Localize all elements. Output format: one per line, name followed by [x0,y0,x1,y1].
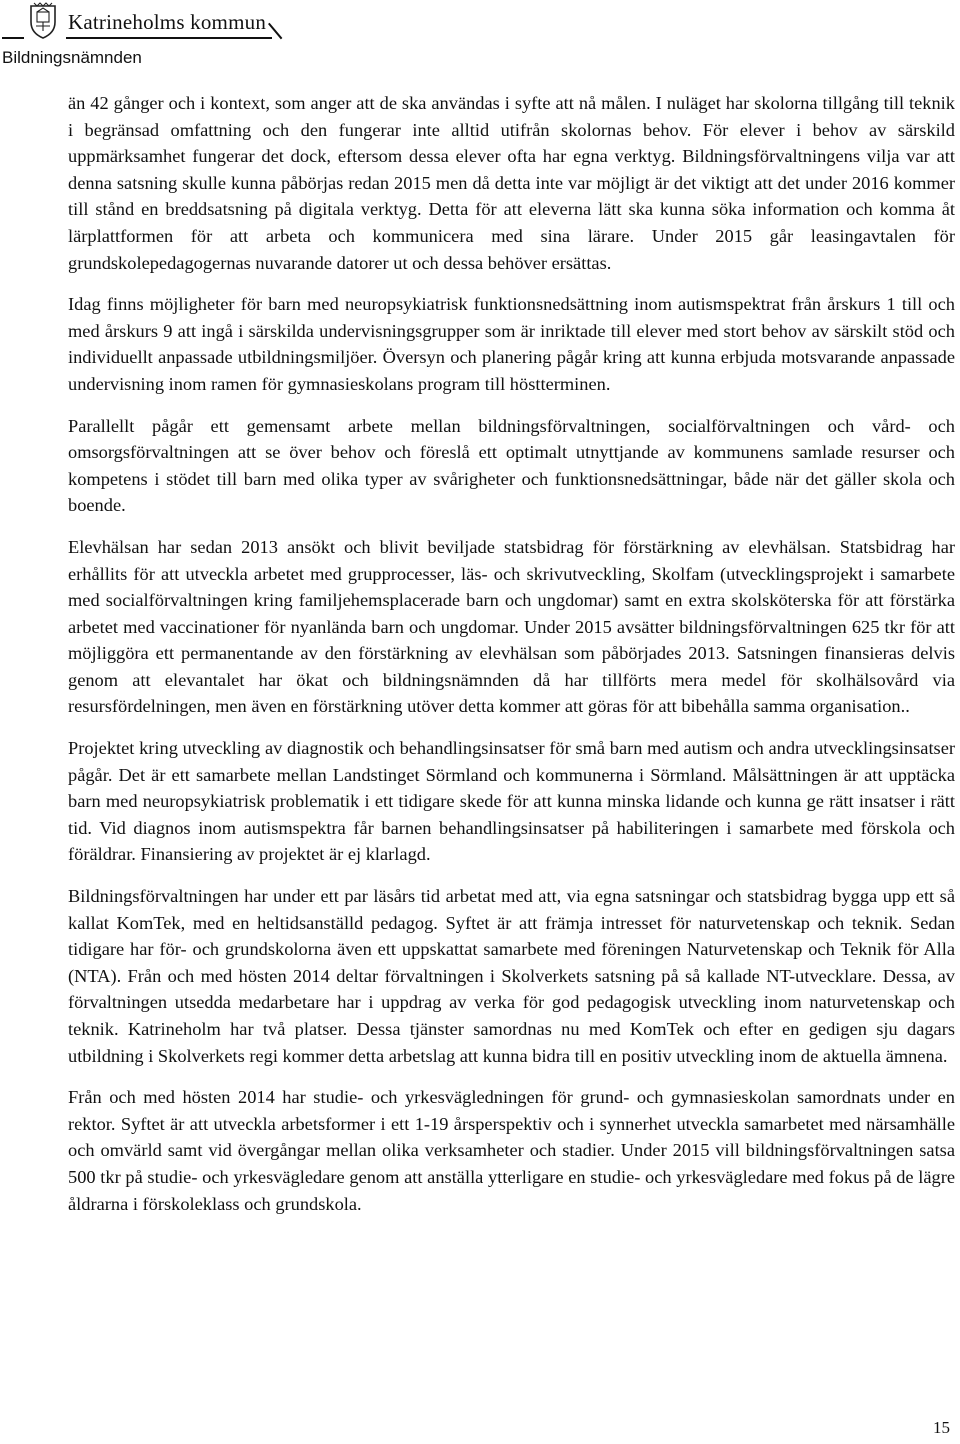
paragraph-autism-groups: Idag finns möjligheter för barn med neuropsykiatrisk funktionsnedsättning inom autismspektrat från årskurs 1 till och med årskurs 9 att ingå i särskilda undervisningsgrupper som är inriktade till elever med stort behov av särskilt stöd och individuellt anpassade utbildningsmiljöer. Översyn och planering pågår kring att kunna erbjuda motsvarande anpassade undervisning inom ramen för gymnasieskolans program till höstterminen. [68,294,955,394]
page-number: 15 [933,1418,950,1437]
municipal-crest-icon [28,2,58,40]
municipality-name: Katrineholms kommun [68,10,267,34]
paragraph-student-health: Elevhälsan har sedan 2013 ansökt och blivit beviljade statsbidrag för förstärkning av elevhälsan. Statsbidrag har erhållits för att utveckla arbetet med grupprocesser, läs- och skrivutveckling, Skolfam (utvecklingsprojekt i samarbete med socialförvaltningen kring familjehemsplacerade barn och ungdomar) samt en extra skolsköterska för att förstärka arbetet med vaccinationer för nyanlända barn och ungdomar. Under 2015 avsätter bildningsförvaltningen 625 tkr för att möjliggöra ett permanentande av den förstärkning av elevhälsan som påbörjades 2013. Satsningen finansieras delvis genom att elevantalet har ökat och bildningsnämnden då har tillförts mera medel för skolhälsovård via resursfördelningen, men även en förstärkning utöver detta kommer att göras för att bibehålla samma organisation.. [68,536,955,717]
document-body [68,90,955,1232]
paragraph-komtek: Bildningsförvaltningen har under ett par läsårs tid arbetat med att, via egna satsningar och statsbidrag bygga upp ett så kallat KomTek, med en heltidsanställd pedagog. Syftet är att främja intresset för naturvetenskap och teknik. Sedan tidigare har för- och grundskolorna även ett uppskattat samarbete med föreningen Naturvetenskap och Teknik för Alla (NTA). Från och med hösten 2014 deltar förvaltningen i Skolverkets satsning på så kallade NT-utvecklare. Dessa, av förvaltningen utsedda medarbetare har i uppdrag av verka för god pedagogisk utveckling inom naturvetenskap och teknik. Katrineholm har två platser. Dessa tjänster samordnas nu med KomTek och efter en gedigen sju dagars utbildning i Skolverkets regi kommer detta arbetslag att kunna bidra till en positiv utveckling inom de aktuella ämnena. [68,886,955,1066]
page-header [0,0,960,80]
paragraph-collaboration: Parallellt pågår ett gemensamt arbete mellan bildningsförvaltningen, socialförvaltningen och vård- och omsorgsförvaltningen att se över behov och föreslå ett optimalt utnyttjande av kommunens samlade resurser och kompetens i stödet till barn med olika typer av svårigheter och funktionsnedsättningar, både när det gäller skola och boende. [68,415,955,516]
paragraph-digital-tools: än 42 gånger och i kontext, som anger att de ska användas i syfte att nå målen. I nuläget har skolorna tillgång till teknik i begränsad omfattning och den fungerar inte alltid utifrån skolornas behov. För elever i behov av särskild uppmärksamhet fungerar det dock, eftersom dessa elever ofta har egna verktyg. Bildningsförvaltningens vilja var att denna satsning skulle kunna påbörjas redan 2015 men då detta inte var möjligt är det viktigt att det under 2016 kommer till stånd en breddsatsning på digitala verktyg. Detta för att eleverna lätt ska kunna söka information och komma åt lärplattformen för att arbeta och kommunicera med sina lärare. Under 2015 går leasingavtalen för grundskolepedagogernas nuvarande datorer ut och dessa behöver ersättas. [68,93,955,273]
paragraph-diagnostics-project: Projektet kring utveckling av diagnostik och behandlingsinsatser för små barn med autism och andra utvecklingsinsatser pågår. Det är ett samarbete mellan Landstinget Sörmland och kommunerna i Sörmland. Målsättningen är att upptäcka barn med neuropsykiatrisk problematik i ett tidigare skede för att kunna minska lidande och kunna ge rätt insatser i rätt tid. Vid diagnos inom autismspektra får barnen behandlingsinsatser på habiliteringen i samarbete med förskola och föräldrar. Finansiering av projektet är ej klarlagd. [68,738,955,865]
paragraph-career-guidance: Från och med hösten 2014 har studie- och yrkesvägledningen för grund- och gymnasieskolan samordnats under en rektor. Syftet är att utveckla arbetsformer i ett 1-19 årsperspektiv och i synnerhet utveckla samarbetet med närsamhälle och omvärld samt vid övergångar mellan olika verksamheter och stadier. Under 2015 vill bildningsförvaltningen satsa 500 tkr på studie- och yrkesvägledare genom att anställa ytterligare en studie- och yrkesvägledare med fokus på de lägre åldrarna i förskoleklass och grundskola. [68,1087,955,1214]
committee-name: Bildningsnämnden [2,48,142,67]
header-rule-left [2,37,24,39]
header-rule-right [66,37,272,39]
